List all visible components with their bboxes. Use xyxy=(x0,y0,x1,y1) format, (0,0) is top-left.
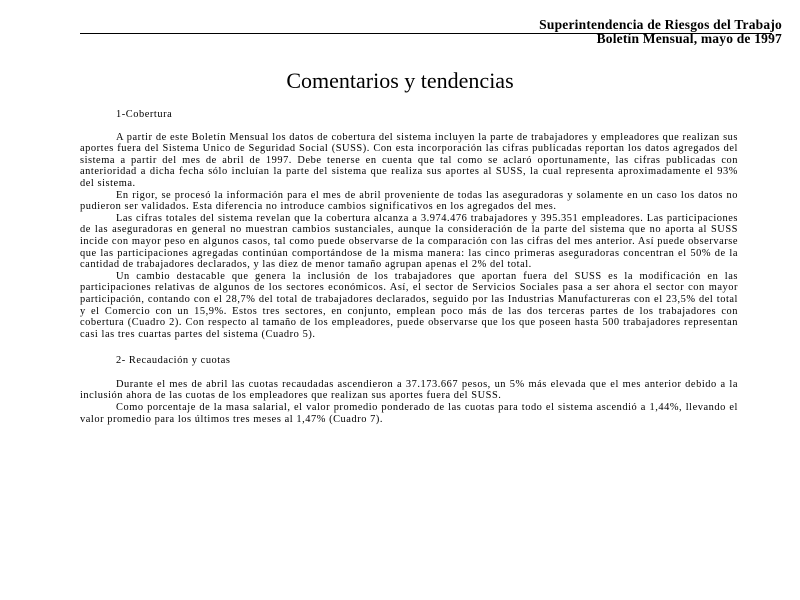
header-rule xyxy=(80,33,772,34)
header-organization: Superintendencia de Riesgos del Trabajo xyxy=(539,17,782,32)
spacer xyxy=(80,340,738,355)
page-title: Comentarios y tendencias xyxy=(286,68,514,93)
document-header xyxy=(539,18,782,46)
document-body xyxy=(80,109,738,425)
paragraph: Como porcentaje de la masa salarial, el valor promedio ponderado de las cuotas para todo el sistema ascendió a 1,44%, llevando el valor promedio para los últimos tres meses al 1,47% (Cuadro 7). xyxy=(80,402,738,425)
section-heading-recaudacion: 2- Recaudación y cuotas xyxy=(116,355,231,367)
header-bulletin-date: Boletín Mensual, mayo de 1997 xyxy=(596,31,782,46)
paragraph: A partir de este Boletín Mensual los datos de cobertura del sistema incluyen la parte de trabajadores y empleadores que realizan sus aportes fuera del Sistema Unico de Seguridad Social (SUSS). Con esta incorporación las cifras publicadas reportan los datos agregados del sistema a partir del mes de abril de 1997. Debe tenerse en cuenta que tal como se aclaró oportunamente, las cifras publicadas con anterioridad a dicha fecha sólo incluían la parte del sistema que realiza sus aportes al SUSS, la cual representa aproximadamente el 93% del sistema. xyxy=(80,131,738,189)
paragraph: Un cambio destacable que genera la inclusión de los trabajadores que aportan fuera del SUSS es la modificación en las participaciones relativas de algunos de los sectores económicos. Así, el sector de Servicios Sociales pasa a ser ahora el sector con mayor participación, contando con el 28,7% del total de trabajadores declarados, seguido por las Industrias Manufactureras con el 23,5% del total y el Comercio con un 15,9%. Estos tres sectores, en conjunto, emplean poco más de las dos terceras partes de los trabajadores con cobertura (Cuadro 2). Con respecto al tamaño de los empleadores, puede observarse que los que poseen hasta 500 trabajadores representan casi las tres cuartas partes del sistema (Cuadro 5). xyxy=(80,270,738,340)
paragraph: En rigor, se procesó la información para el mes de abril proveniente de todas las aseguradoras y solamente en un caso los datos no pudieron ser validados. Esta diferencia no introduce cambios significativos en los agregados del mes. xyxy=(80,189,738,213)
paragraph: Las cifras totales del sistema revelan que la cobertura alcanza a 3.974.476 trabajadores y 395.351 empleadores. Las participaciones de las aseguradoras en general no muestran cambios sustanciales, aunque la consideración de la parte del sistema que no aporta al SUSS incide con mayor peso en algunos casos, tal como puede observarse de la comparación con las cifras del mes anterior. Así puede observarse que las participaciones agregadas continúan comportándose de la misma manera: las cinco primeras aseguradoras concentran el 50% de la cantidad de trabajadores declarados, y las diez de menor tamaño agrupan apenas el 2% del total. xyxy=(80,212,738,271)
spacer xyxy=(80,367,738,379)
spacer xyxy=(80,121,738,132)
paragraph: Durante el mes de abril las cuotas recaudadas ascendieron a 37.173.667 pesos, un 5% más elevada que el mes anterior debido a la inclusión ahora de las cuotas de los empleadores que realizan sus aportes fuera del SUSS. xyxy=(80,378,738,402)
section-heading-cobertura: 1-Cobertura xyxy=(116,109,173,120)
